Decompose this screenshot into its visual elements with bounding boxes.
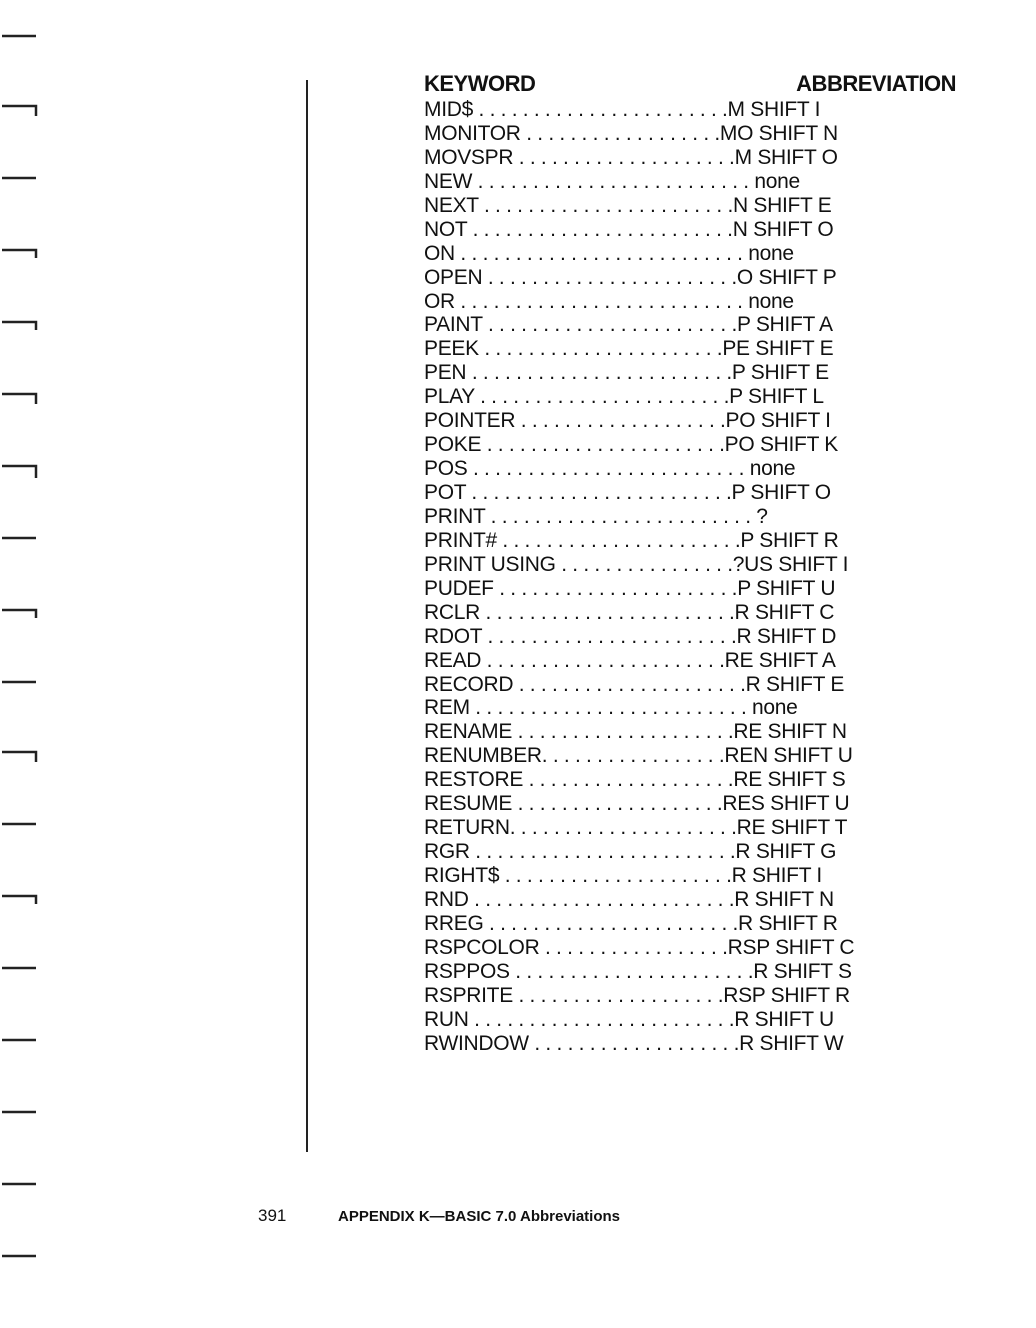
table-row: ON . . . . . . . . . . . . . . . . . . . . . . . . . . none [424,241,794,265]
table-row: PEEK . . . . . . . . . . . . . . . . . . . . . .PE SHIFT E [424,337,834,361]
table-body [424,98,984,1056]
table-row: NEXT . . . . . . . . . . . . . . . . . . . . . . .N SHIFT E [424,193,832,217]
table-row: RCLR . . . . . . . . . . . . . . . . . . . . . . .R SHIFT C [424,600,835,624]
abbreviation-table [424,70,984,1056]
abbreviation-heading: ABBREVIATION [796,71,956,96]
table-row: RREG . . . . . . . . . . . . . . . . . . . . . . .R SHIFT R [424,911,838,935]
table-row: RDOT . . . . . . . . . . . . . . . . . . . . . . .R SHIFT D [424,624,837,648]
table-row: RGR . . . . . . . . . . . . . . . . . . . . . . . .R SHIFT G [424,840,837,864]
table-row: RECORD . . . . . . . . . . . . . . . . . . . . .R SHIFT E [424,672,845,696]
table-row: POKE . . . . . . . . . . . . . . . . . . . . . .PO SHIFT K [424,433,838,457]
table-row: NOT . . . . . . . . . . . . . . . . . . . . . . . .N SHIFT O [424,217,834,241]
table-row: PAINT . . . . . . . . . . . . . . . . . . . . . . .P SHIFT A [424,313,833,337]
table-row: REM . . . . . . . . . . . . . . . . . . . . . . . . . none [424,696,798,720]
table-row: MID$ . . . . . . . . . . . . . . . . . . . . . . .M SHIFT I [424,98,821,121]
keyword-heading: KEYWORD [424,71,536,96]
page-number: 391 [258,1206,287,1225]
binder-hole-marks [0,0,60,1328]
table-header [424,70,984,98]
table-row: RSPRITE . . . . . . . . . . . . . . . . . . .RSP SHIFT R [424,983,850,1007]
table-row: RSPCOLOR . . . . . . . . . . . . . . . . .RSP SHIFT C [424,935,855,959]
table-row: RETURN. . . . . . . . . . . . . . . . . . . . .RE SHIFT T [424,816,848,840]
table-row: OPEN . . . . . . . . . . . . . . . . . . . . . . .O SHIFT P [424,265,837,289]
table-row: OR . . . . . . . . . . . . . . . . . . . . . . . . . . none [424,289,794,313]
footer-title: APPENDIX K—BASIC 7.0 Abbreviations [338,1208,621,1225]
table-row: RWINDOW . . . . . . . . . . . . . . . . . . .R SHIFT W [424,1031,844,1055]
table-row: RESUME . . . . . . . . . . . . . . . . . . .RES SHIFT U [424,792,850,816]
table-row: PRINT# . . . . . . . . . . . . . . . . . . . . . .P SHIFT R [424,528,839,552]
table-row: PLAY . . . . . . . . . . . . . . . . . . . . . . .P SHIFT L [424,385,824,409]
table-row: POT . . . . . . . . . . . . . . . . . . . . . . . .P SHIFT O [424,481,831,504]
table-row: PRINT USING . . . . . . . . . . . . . . . .?US SHIFT I [424,552,849,576]
table-row: MONITOR . . . . . . . . . . . . . . . . . .MO SHIFT N [424,121,838,145]
table-row: RENAME . . . . . . . . . . . . . . . . . . . .RE SHIFT N [424,720,847,744]
table-row: PEN . . . . . . . . . . . . . . . . . . . . . . . .P SHIFT E [424,361,829,385]
table-row: PRINT . . . . . . . . . . . . . . . . . . . . . . . . ? [424,504,768,528]
vertical-rule [306,80,308,1152]
table-row: POINTER . . . . . . . . . . . . . . . . . . .PO SHIFT I [424,409,831,433]
table-row: READ . . . . . . . . . . . . . . . . . . . . . .RE SHIFT A [424,648,836,672]
table-row: NEW . . . . . . . . . . . . . . . . . . . . . . . . . none [424,169,800,193]
table-row: RSPPOS . . . . . . . . . . . . . . . . . . . . . .R SHIFT S [424,959,852,983]
table-row: RESTORE . . . . . . . . . . . . . . . . . . .RE SHIFT S [424,768,846,792]
table-row: PUDEF . . . . . . . . . . . . . . . . . . . . . .P SHIFT U [424,576,836,600]
page-footer [258,1206,620,1226]
table-row: RIGHT$ . . . . . . . . . . . . . . . . . . . . .R SHIFT I [424,864,822,887]
table-row: MOVSPR . . . . . . . . . . . . . . . . . . . .M SHIFT O [424,145,838,169]
table-row: RUN . . . . . . . . . . . . . . . . . . . . . . . .R SHIFT U [424,1007,834,1031]
table-row: RENUMBER. . . . . . . . . . . . . . . . .REN SHIFT U [424,744,853,768]
table-row: RND . . . . . . . . . . . . . . . . . . . . . . . .R SHIFT N [424,887,834,911]
table-row: POS . . . . . . . . . . . . . . . . . . . . . . . . . none [424,457,796,481]
